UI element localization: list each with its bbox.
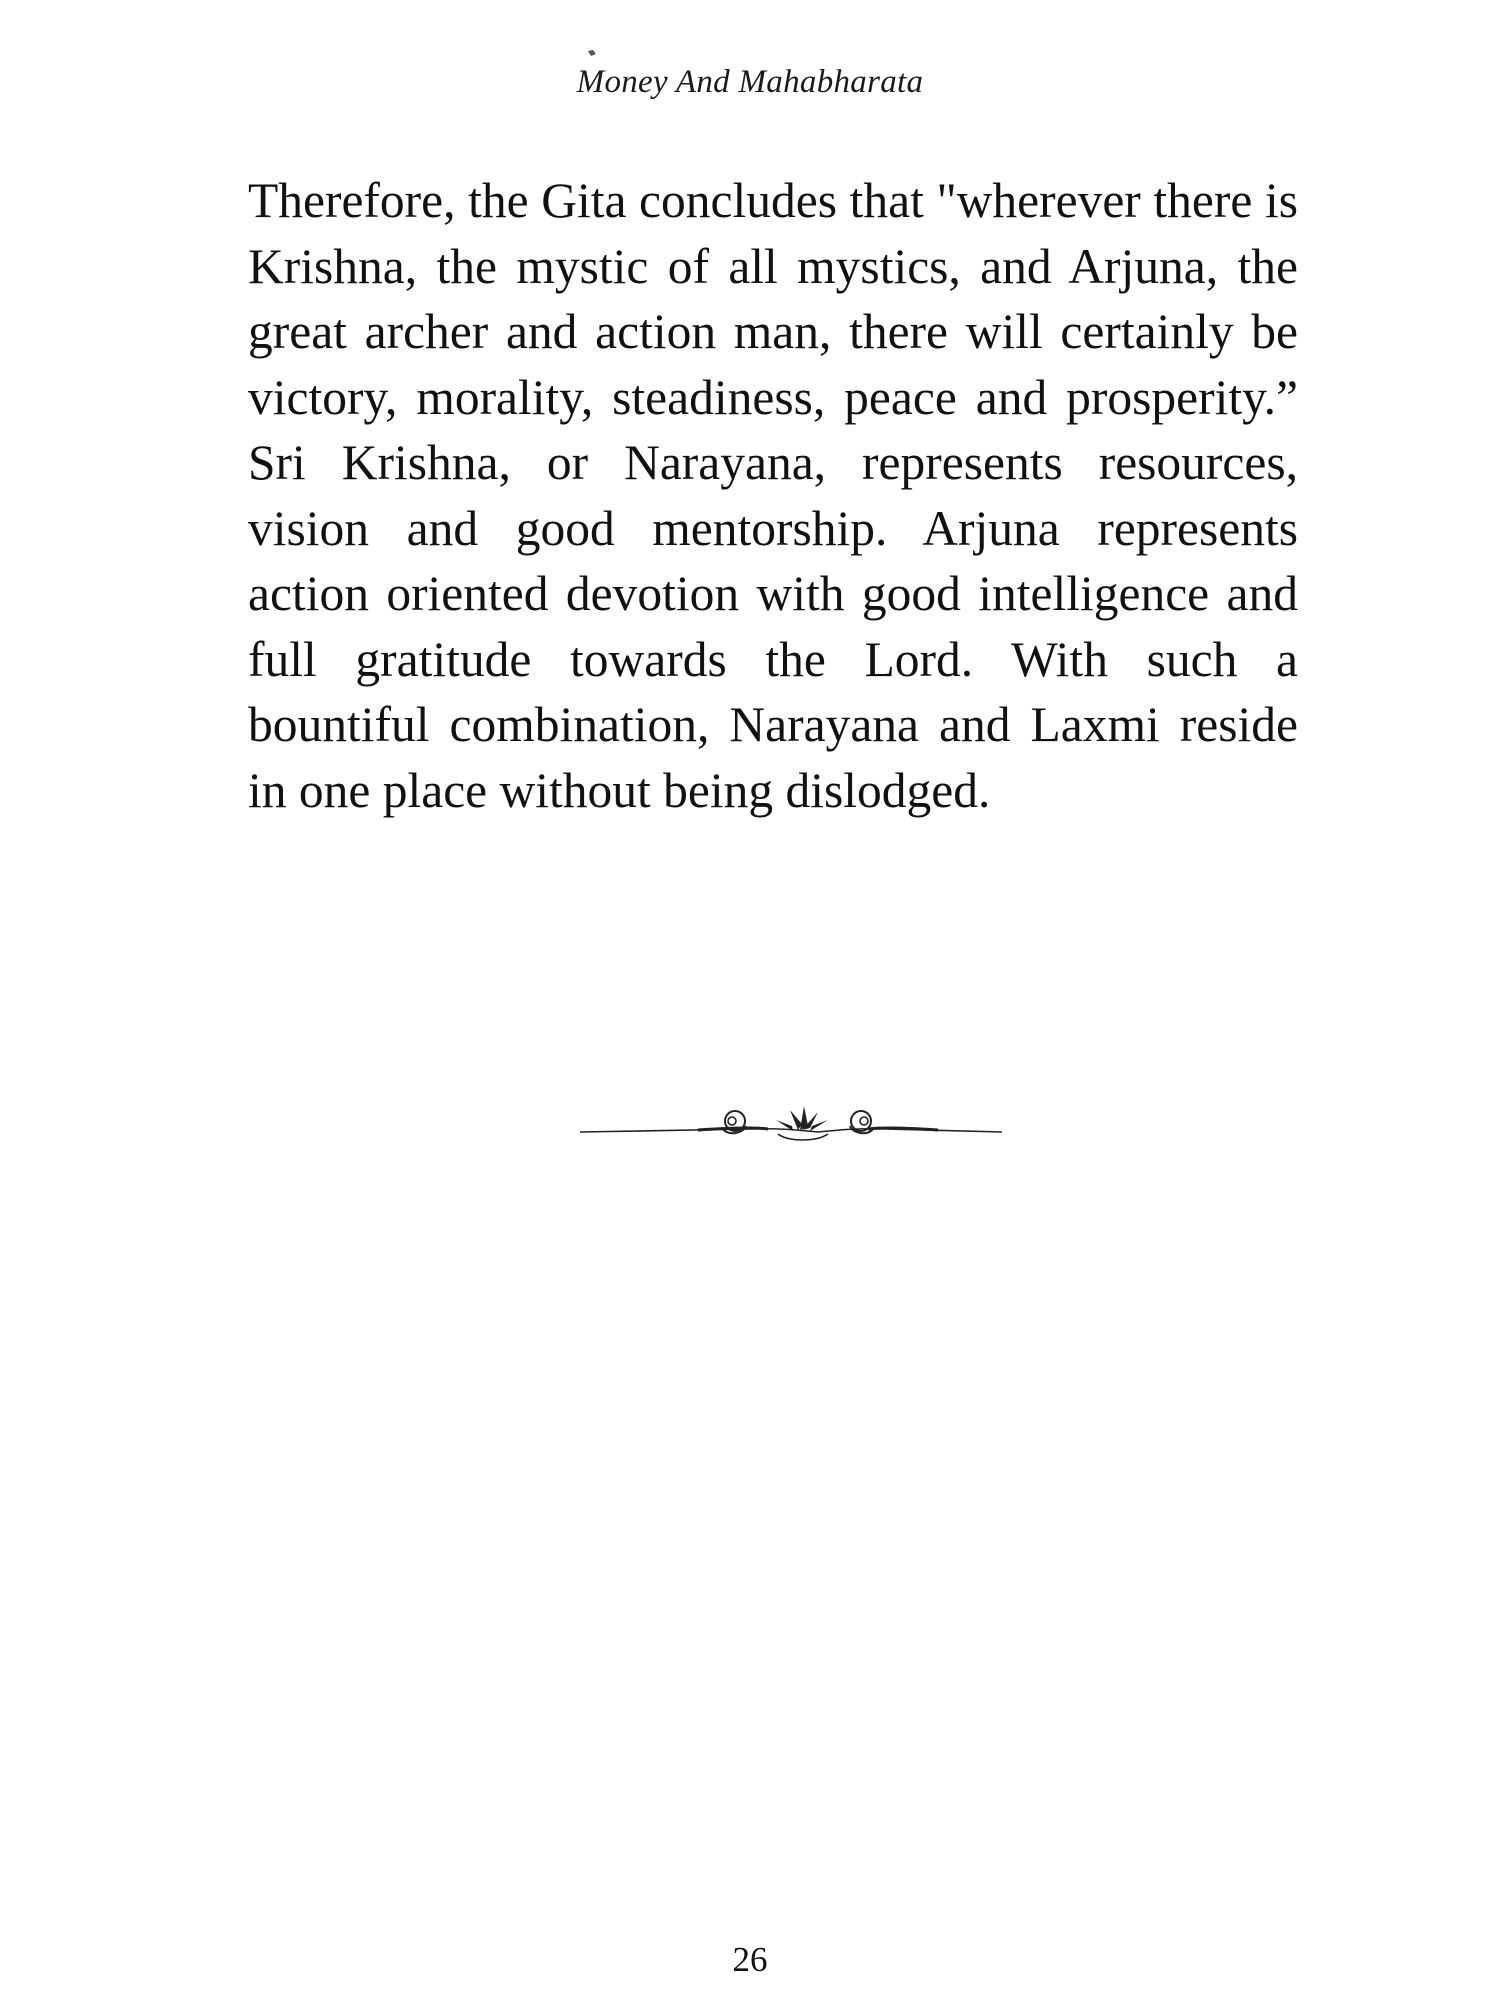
ink-speck-mark	[588, 50, 596, 56]
page-number: 26	[732, 1940, 768, 1979]
flourish-divider-icon	[578, 1104, 1004, 1148]
body-paragraph: Therefore, the Gita concludes that "wherever there is Krishna, the mystic of all mystics, and Arjuna, the great archer and action man, there will certainly be victory, morality, steadiness, peace and prosperity.” Sri Krishna, or Narayana, represents resources, vision and good mentorship. Arjuna represents action oriented devotion with good intelligence and full gratitude towards the Lord. With such a bountiful combination, Narayana and Laxmi reside in one place without being dislodged.	[248, 173, 1298, 818]
running-header-title: Money And Mahabharata	[576, 64, 924, 100]
